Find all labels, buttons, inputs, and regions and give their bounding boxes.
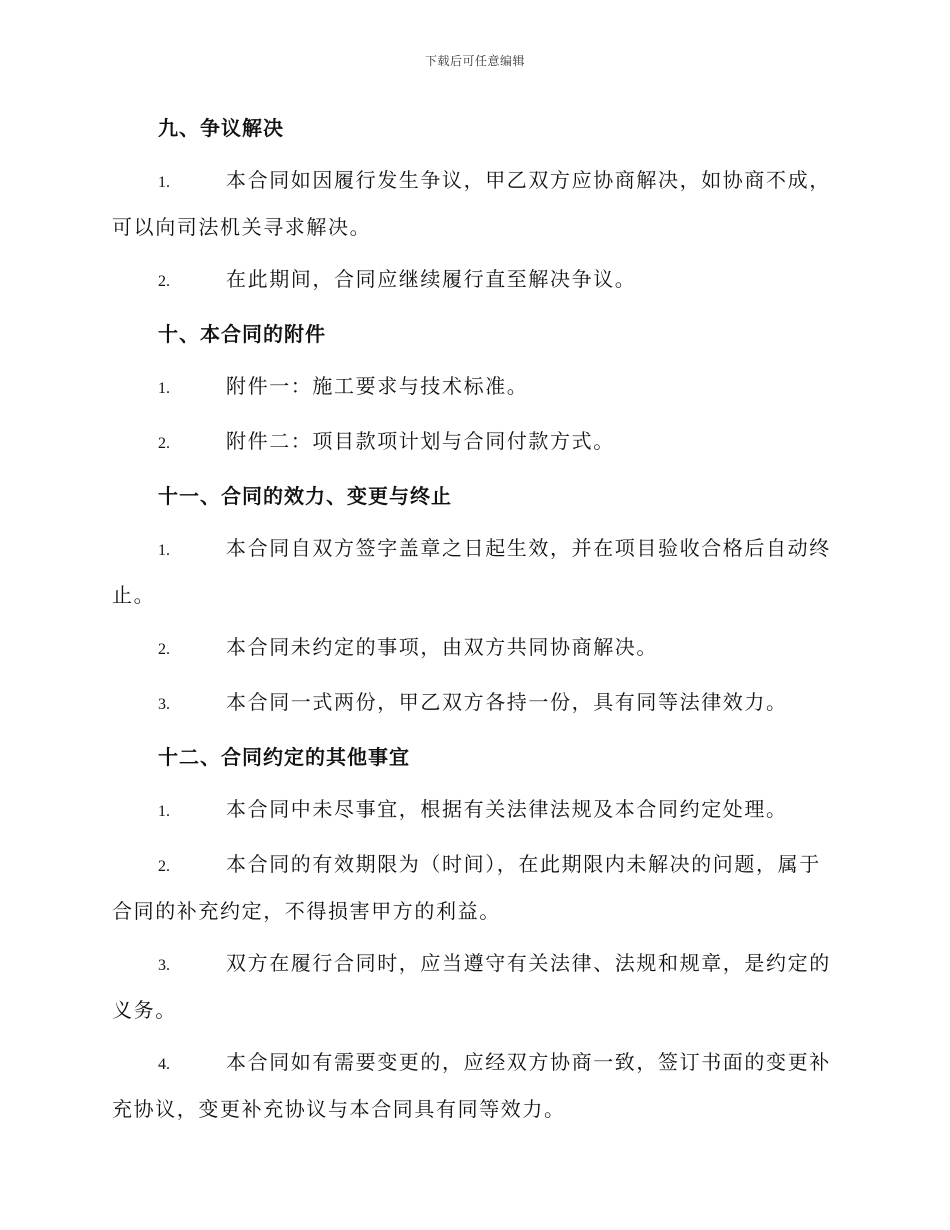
clause-text: 附件二：项目款项计划与合同付款方式。 xyxy=(226,429,615,453)
clause-item xyxy=(112,842,834,933)
clause-text: 本合同一式两份，甲乙双方各持一份，具有同等法律效力。 xyxy=(226,690,788,714)
section-title-validity: 十一、合同的效力、变更与终止 xyxy=(158,484,452,508)
clause-text: 本合同自双方签字盖章之日起生效，并在项目验收合格后自动终止。 xyxy=(112,536,831,607)
section-title-dispute-resolution: 九、争议解决 xyxy=(158,116,284,140)
clause-number: 3. xyxy=(158,696,170,713)
clause-text: 本合同如因履行发生争议，甲乙双方应协商解决，如协商不成，可以向司法机关寻求解决。 xyxy=(112,168,831,239)
clause-number: 3. xyxy=(158,957,170,974)
clause-text: 本合同中未尽事宜，根据有关法律法规及本合同约定处理。 xyxy=(226,797,788,821)
clause-item xyxy=(112,364,834,411)
clause-item xyxy=(112,680,834,727)
clause-text: 双方在履行合同时，应当遵守有关法律、法规和规章，是约定的义务。 xyxy=(112,951,831,1022)
clause-number: 1. xyxy=(158,803,170,820)
clause-item xyxy=(112,257,834,304)
clause-number: 1. xyxy=(158,542,170,559)
clause-item xyxy=(112,158,834,249)
clause-number: 2. xyxy=(158,641,170,658)
document-body xyxy=(112,106,834,1139)
page-header: 下载后可任意编辑 xyxy=(424,54,525,68)
clause-item xyxy=(112,419,834,466)
clause-item xyxy=(112,526,834,617)
clause-item xyxy=(112,1040,834,1131)
clause-number: 2. xyxy=(158,273,170,290)
clause-number: 2. xyxy=(158,435,170,452)
clause-item xyxy=(112,625,834,672)
section-title-other-matters: 十二、合同约定的其他事宜 xyxy=(158,745,410,769)
clause-text: 本合同如有需要变更的，应经双方协商一致，签订书面的变更补充协议，变更补充协议与本合同具有同等效力。 xyxy=(112,1050,831,1121)
clause-text: 在此期间，合同应继续履行直至解决争议。 xyxy=(226,267,637,291)
clause-number: 1. xyxy=(158,380,170,397)
clause-text: 本合同未约定的事项，由双方共同协商解决。 xyxy=(226,635,658,659)
clause-item xyxy=(112,941,834,1032)
clause-text: 本合同的有效期限为（时间），在此期限内未解决的问题，属于合同的补充约定，不得损害甲方的利益。 xyxy=(112,852,821,923)
clause-number: 4. xyxy=(158,1056,170,1073)
clause-number: 2. xyxy=(158,858,170,875)
section-title-attachments: 十、本合同的附件 xyxy=(158,322,326,346)
clause-number: 1. xyxy=(158,174,170,191)
clause-item xyxy=(112,787,834,834)
clause-text: 附件一：施工要求与技术标准。 xyxy=(226,374,529,398)
